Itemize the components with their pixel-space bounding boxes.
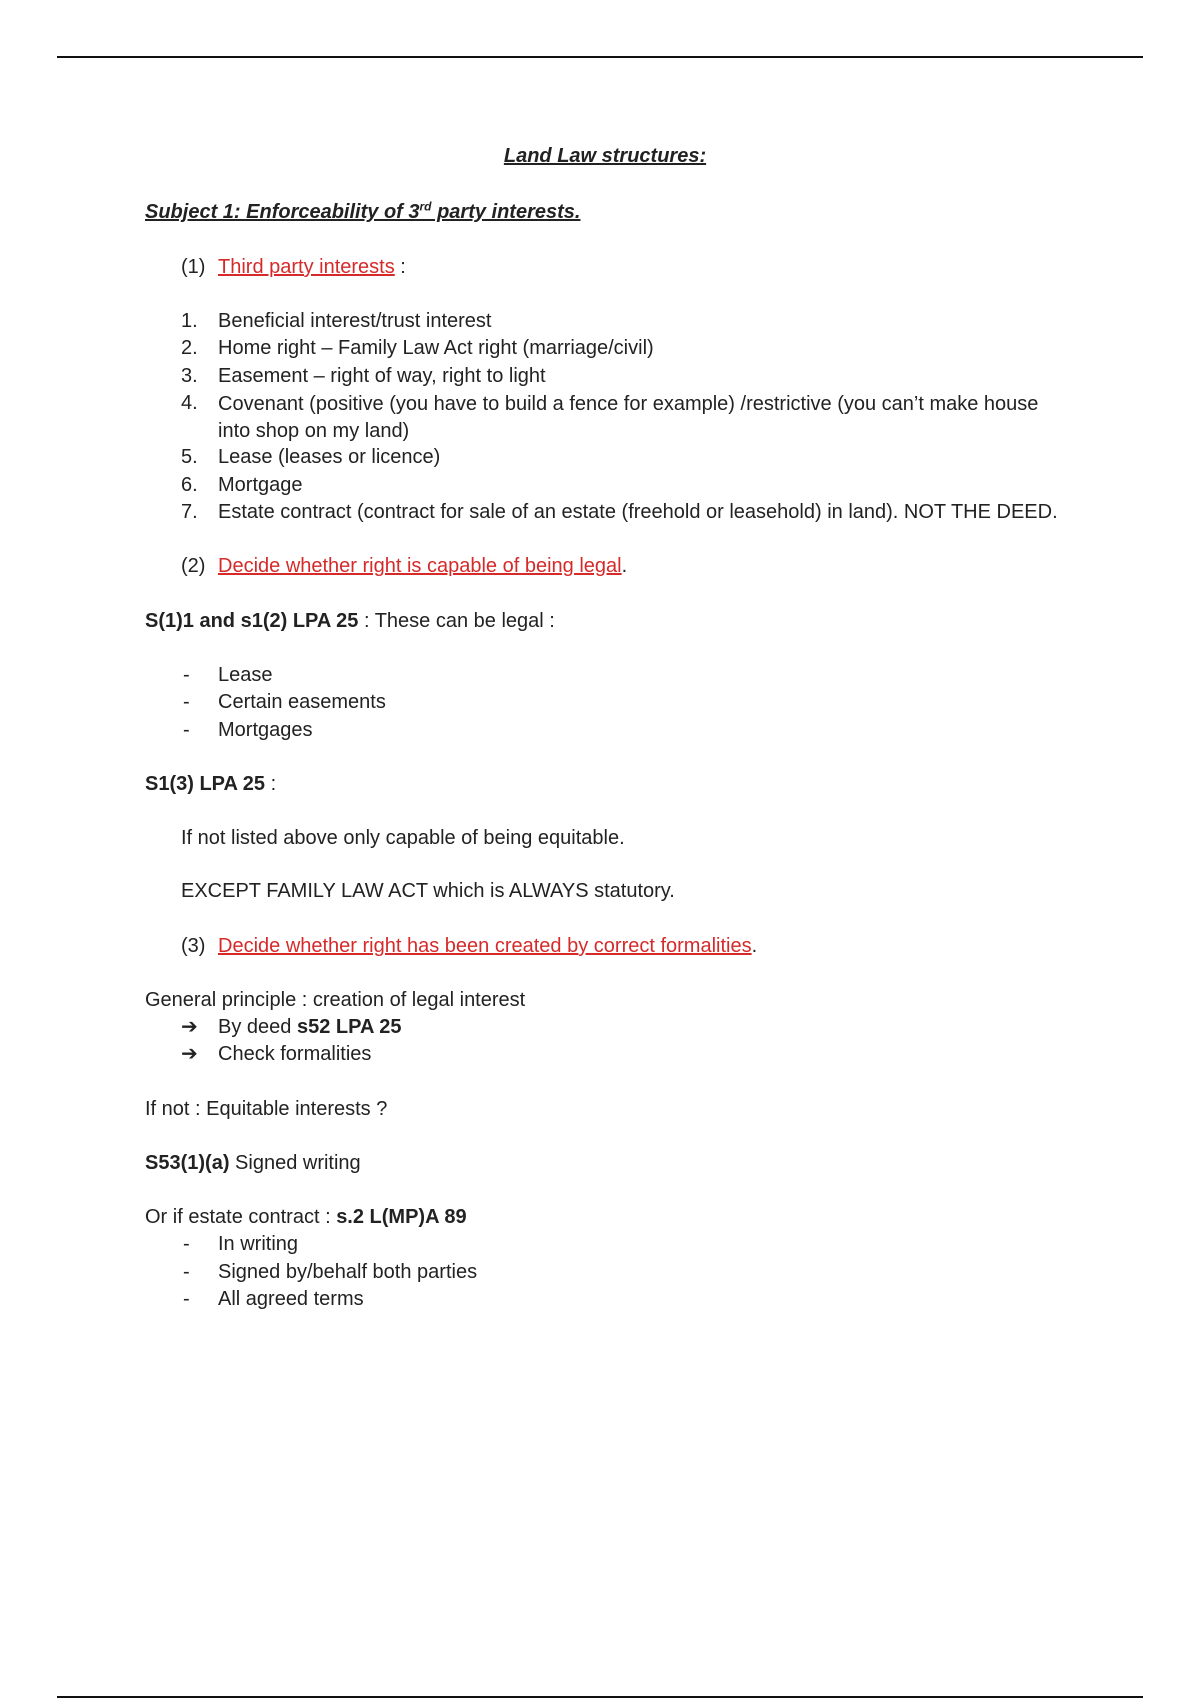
list-item-text: Mortgage [218,474,303,496]
list-dash: - [183,1233,190,1255]
list-dash: - [183,719,190,741]
list-item-text: In writing [218,1233,299,1255]
top-rule [57,56,1143,58]
list-item-text: Lease [218,664,273,686]
list-item-text: Signed by/behalf both parties [218,1261,478,1283]
arrow-item-formalities: Check formalities [218,1043,372,1065]
list-dash: - [183,1288,190,1310]
list-item-text: Beneficial interest/trust interest [218,310,492,332]
step-3-heading: Decide whether right has been created by correct formalities. [218,935,758,957]
list-dash: - [183,1261,190,1283]
estate-contract-statement: Or if estate contract : s.2 L(MP)A 89 [145,1206,467,1228]
list-dash: - [183,691,190,713]
list-item-number: 3. [181,365,198,387]
list-item-text: Certain easements [218,691,386,713]
if-not-statement: If not : Equitable interests ? [145,1098,388,1120]
list-item-number: 1. [181,310,198,332]
arrow-right-icon: ➔ [181,1043,198,1065]
list-item-number: 6. [181,474,198,496]
step-1-number: (1) [181,256,206,278]
step-1-heading: Third party interests : [218,256,406,278]
equitable-note: If not listed above only capable of being equitable. [181,827,625,849]
general-principle: General principle : creation of legal interest [145,989,526,1011]
bottom-rule [57,1696,1143,1698]
s1-3-statement: S1(3) LPA 25 : [145,773,277,795]
subject-heading: Subject 1: Enforceability of 3rd party interests. [145,199,581,223]
list-item-text: Lease (leases or licence) [218,446,441,468]
list-item-number: 2. [181,337,198,359]
page-title: Land Law structures: [503,145,707,167]
list-item-text: Easement – right of way, right to light [218,365,546,387]
step-3-number: (3) [181,935,206,957]
list-item-number: 5. [181,446,198,468]
exception-note: EXCEPT FAMILY LAW ACT which is ALWAYS statutory. [181,880,675,902]
list-item-number: 7. [181,501,198,523]
arrow-right-icon: ➔ [181,1016,198,1038]
list-item-text: Home right – Family Law Act right (marriage/civil) [218,337,654,359]
s1-1-statement: S(1)1 and s1(2) LPA 25 : These can be legal : [145,610,555,632]
list-item-text: Covenant (positive (you have to build a fence for example) /restrictive (you can’t make house into shop on my land) [218,393,1039,442]
list-item-text: Estate contract (contract for sale of an estate (freehold or leasehold) in land). NOT THE DEED. [218,501,1058,523]
list-item-number: 4. [181,392,198,414]
list-item-text: All agreed terms [218,1288,364,1310]
s53-statement: S53(1)(a) Signed writing [145,1152,361,1174]
list-dash: - [183,664,190,686]
step-2-number: (2) [181,555,206,577]
arrow-item-deed: By deed s52 LPA 25 [218,1016,402,1038]
list-item-text: Mortgages [218,719,313,741]
step-2-heading: Decide whether right is capable of being legal. [218,555,628,577]
